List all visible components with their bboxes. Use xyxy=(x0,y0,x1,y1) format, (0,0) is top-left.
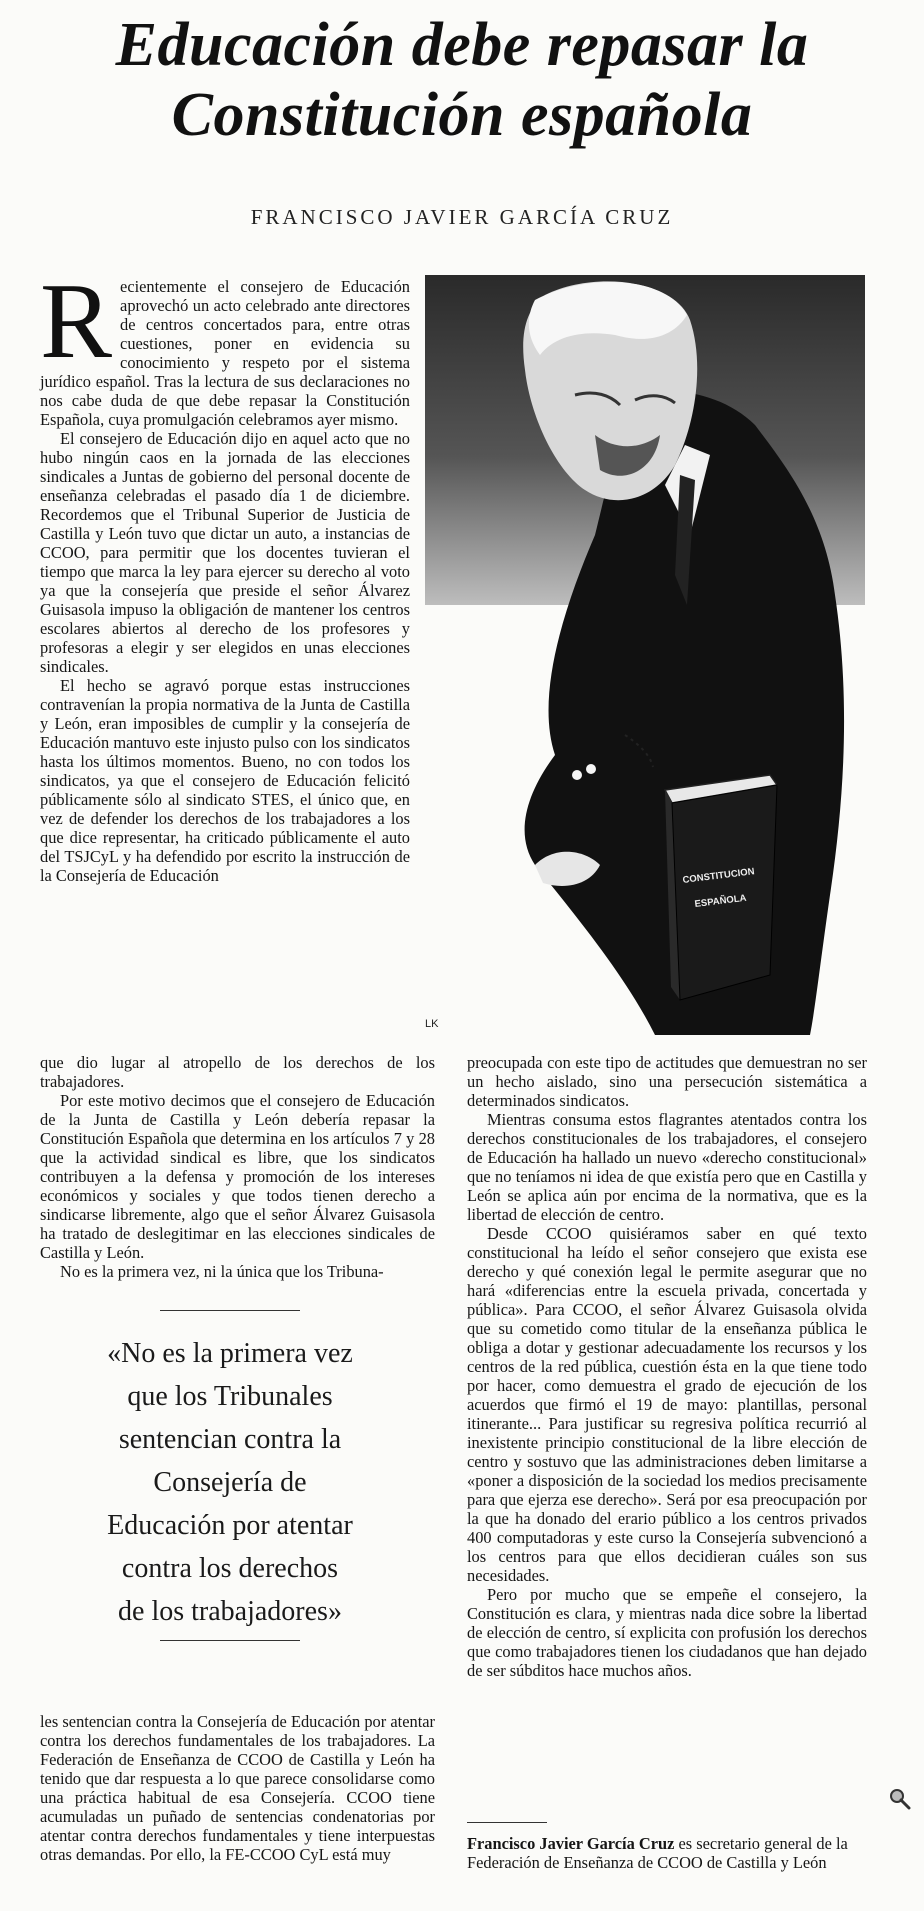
column-1-continued xyxy=(40,1053,435,1281)
article-title xyxy=(20,10,904,150)
author-byline: FRANCISCO JAVIER GARCÍA CRUZ xyxy=(250,205,674,229)
bio-name: Francisco Javier García Cruz xyxy=(467,1834,675,1853)
paragraph: les sentencian contra la Consejería de Educación por atentar contra los derechos fundamentales de los trabajadores. La Federación de Enseñanza de CCOO de Castilla y León ha tenido que dar respuesta a lo que parece consolidarse como una práctica habitual de esa Consejería. CCOO tiene acumuladas un puñado de sentencias condenatorias por atentar contra derechos fundamentales y tiene interpuestas otras demandas. Por ello, la FE-CCOO CyL está muy xyxy=(40,1712,435,1864)
paragraph: No es la primera vez, ni la única que los Tribuna- xyxy=(60,1262,384,1281)
button-dot xyxy=(572,770,582,780)
illustration-svg xyxy=(425,275,865,1038)
paragraph: ecientemente el consejero de Educación aprovechó un acto celebrado ante directores de centros concertados para, entre otras cuestiones, poner en evidencia su conocimiento y respeto por el sistema jurídico español. Tras la lectura de sus declaraciones no nos cabe duda de que debe repasar la Constitución Española, cuya promulgación celebramos ayer mismo. xyxy=(40,277,410,429)
drop-cap: R xyxy=(40,262,113,381)
signature-rule xyxy=(467,1822,547,1823)
bio-text: es secretario general de la Federación de Enseñanza de CCOO de Castilla y León xyxy=(467,1834,848,1872)
pull-quote-line: Educación por atentar xyxy=(107,1510,353,1541)
paragraph: El hecho se agravó porque estas instrucciones contravenían la propia normativa de la Junta de Castilla y León, eran imposibles de cumplir y la consejería de Educación mantuvo este injusto pulso con los sindicatos hasta los últimos momentos. Bueno, no con todos los sindicatos, ya que el consejero de Educación felicitó públicamente sólo al sindicato STES, el único que, en vez de defender los derechos de los trabajadores a los que dice representar, ha criticado públicamente el auto del TSJCyL y ha defendido por escrito la instrucción de la Consejería de Educación xyxy=(40,676,410,885)
title-line-1: Educación debe repasar la xyxy=(115,11,809,79)
constitution-book xyxy=(665,775,777,1000)
pull-quote-line: que los Tribunales xyxy=(127,1381,333,1412)
author-bio xyxy=(467,1834,867,1872)
pull-quote xyxy=(60,1332,400,1633)
pull-quote-line: Consejería de xyxy=(153,1467,307,1498)
book-title-line-2: ESPAÑOLA xyxy=(694,892,748,910)
column-1-bottom xyxy=(40,1712,435,1864)
paragraph: El consejero de Educación dijo en aquel acto que no hubo ningún caos en la jornada de las elecciones sindicales a Juntas de gobierno del personal docente de enseñanza celebradas el pasado día 1 de diciembre. Recordemos que el Tribunal Superior de Justicia de Castilla y León tuvo que dictar un auto, a instancias de CCOO, para permitir que los docentes tuvieran el tiempo que marca la ley para ejercer su derecho al voto ya que la consejería que preside el señor Álvarez Guisasola impuso la obligación de mantener los centros escolares abiertos al derecho de los profesores y profesoras a elegir y ser elegidos en unas elecciones sindicales. xyxy=(40,429,410,676)
pull-quote-line: de los trabajadores» xyxy=(118,1596,342,1627)
book-title-line-1: CONSTITUCION xyxy=(682,866,756,886)
magnifier-icon[interactable] xyxy=(888,1787,912,1811)
pull-quote-line: «No es la primera vez xyxy=(107,1338,353,1369)
paragraph: Mientras consuma estos flagrantes atentados contra los derechos constitucionales de los trabajadores, el consejero de Educación ha hallado un nuevo «derecho constitucional» que no teníamos ni idea de que existía pero que en Castilla y León se aplica aún por encima de la normativa, que es la libertad de elección de centro. xyxy=(467,1110,867,1224)
column-2 xyxy=(467,1053,867,1680)
paragraph: Desde CCOO quisiéramos saber en qué texto constitucional ha leído el señor consejero que exista ese derecho y qué conexión legal le permite asegurar que no hará «diferencias entre la escuela privada, concertada y pública». Para CCOO, el señor Álvarez Guisasola olvida que su cometido como titular de la enseñanza pública le obliga a dotar y gestionar adecuadamente los recursos y los centros de la red pública, cuestión ésta en la que tiene todo por hacer, como demuestra el grado de ejecución de los acuerdos que firmó el 19 de mayo: plantillas, personal itinerante... Para justificar su regresiva política recurrió al inexistente principio constitucional de la libre elección de centro y sostuvo que las administraciones deben limitarse a «poner a disposición de la sociedad los medios precisamente para que ejerza ese derecho». Será por esa preocupación por la que ha donado del erario público a los centros privados 400 computadoras y este curso la Consejería subvencionó a los centros para que ellos decidieran cuáles son sus necesidades. xyxy=(467,1224,867,1585)
button-dot xyxy=(586,764,596,774)
paragraph: preocupada con este tipo de actitudes que demuestran no ser un hecho aislado, sino una persecución sistemática a determinados sindicatos. xyxy=(467,1053,867,1110)
pull-quote-rule-bottom xyxy=(160,1640,300,1641)
column-1-top xyxy=(40,262,410,885)
artist-signature: LK xyxy=(425,1018,439,1030)
pull-quote-rule-top xyxy=(160,1310,300,1311)
paragraph: que dio lugar al atropello de los derechos de los trabajadores. xyxy=(40,1053,435,1091)
pull-quote-line: contra los derechos xyxy=(121,1553,339,1584)
title-line-2: Constitución española xyxy=(171,81,753,149)
illustration xyxy=(425,275,865,1038)
paragraph: Pero por mucho que se empeñe el consejero, la Constitución es clara, y mientras nada dice sobre la libertad de elección de centro, sí explicita con profusión los derechos que como trabajadores tienen los ciudadanos que han dejado de ser súbditos hace muchos años. xyxy=(467,1585,867,1680)
paragraph: Por este motivo decimos que el consejero de Educación de la Junta de Castilla y León debería repasar la Constitución Española que determina en los artículos 7 y 28 que la actividad sindical es libre, que los sindicatos contribuyen a la defensa y promoción de los intereses económicos y sociales y que todos tienen derecho a sindicarse libremente, algo que el señor Álvarez Guisasola ha tratado de deslegitimar en las elecciones sindicales de Castilla y León. xyxy=(40,1091,435,1262)
pull-quote-line: sentencian contra la xyxy=(118,1424,342,1455)
